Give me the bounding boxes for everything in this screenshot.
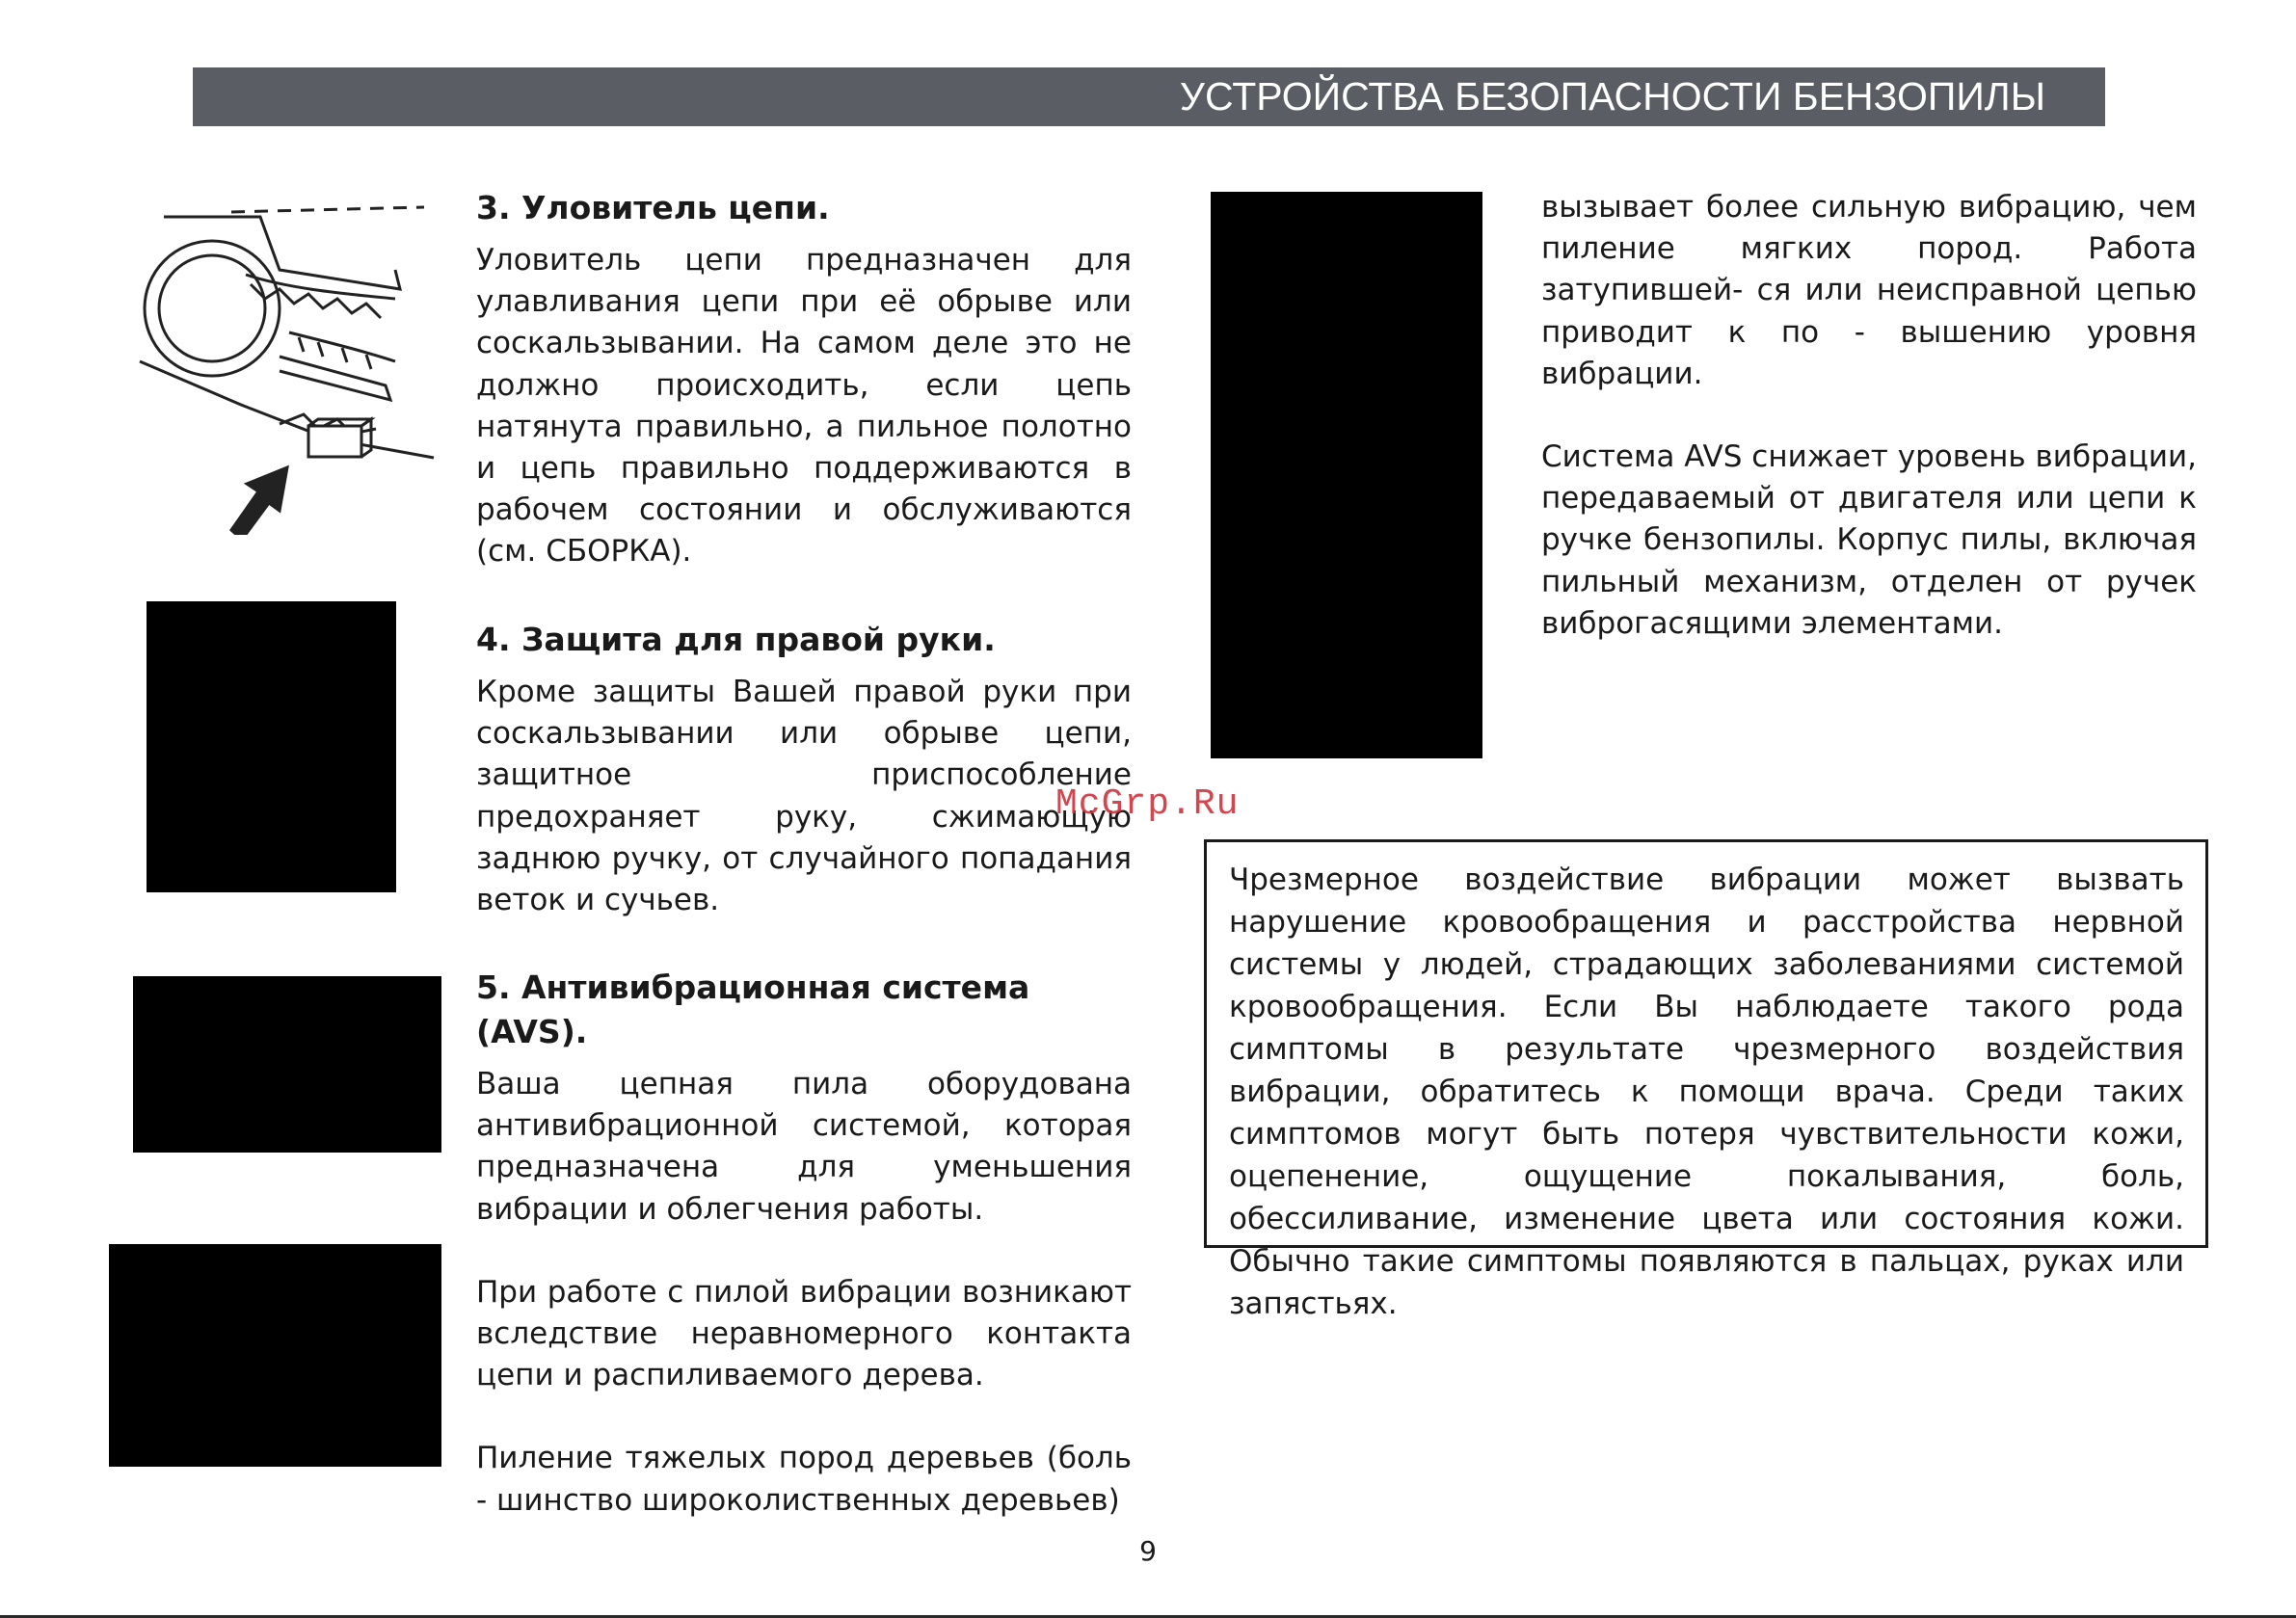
section-chain-catcher [476, 186, 1132, 573]
section-right-hand-guard [476, 618, 1132, 921]
vibration-warning-text: Чрезмерное воздействие вибрации может вызвать нарушение кровообращения и расстройства нервной системы у людей, страдающих заболеваниями системой кровообращения. Если Вы наблюдаете такого рода симптомы в результате чрезмерного воздействия вибрации, обратитесь к помощи врача. Среди таких симптомов могут быть потеря чувствительности кожи, оцепенение, ощущение покалывания, боль, обессиливание, изменение цвета или состояния кожи. Обычно такие симптомы появляются в пальцах, руках или запястьях. [1229, 862, 2184, 1321]
page-number: 9 [1139, 1535, 1157, 1567]
watermark: McGrp.Ru [1055, 783, 1240, 825]
avs-paragraph-3: Пиление тяжелых пород деревьев (боль - шинство широколиственных деревьев) [476, 1441, 1132, 1518]
right-column-paragraph-2: Система AVS снижает уровень вибрации, передаваемый от двигателя или цепи к ручке бензопилы. Корпус пилы, включая пильный механизм, отделен от ручек виброгасящими элементами. [1541, 439, 2197, 641]
chain-catcher-illustration [135, 198, 443, 535]
section-right-column [1541, 187, 2197, 645]
section-avs [476, 966, 1132, 1522]
avs-heading: 5. Антивибрационная система (AVS). [476, 968, 1030, 1050]
chain-catcher-text: Уловитель цепи предназначен для улавливания цепи при её обрыве или соскальзывании. На самом деле это не должно происходить, если цепь натянута правильно, а пильное полотно и цепь правильно поддерживаются в рабочем состоянии и обслуживаются (см. СБОРКА). [476, 243, 1132, 570]
avs-paragraph-1: Ваша цепная пила оборудована антивибрационной системой, которая предназначена для уменьшения вибрации и облегчения работы. [476, 1067, 1132, 1227]
right-column-paragraph-1: вызывает более сильную вибрацию, чем пиление мягких пород. Работа затупившей- ся или неисправной цепью приводит к по - вышению уровня вибрации. [1541, 190, 2197, 391]
right-hand-guard-text: Кроме защиты Вашей правой руки при соскальзывании или обрыве цепи, защитное приспособление предохраняет руку, сжимающую заднюю ручку, от случайного попадания веток и сучьев. [476, 675, 1132, 918]
header-bar [193, 67, 2105, 126]
redacted-image-avs-2 [109, 1244, 441, 1467]
chain-catcher-heading: 3. Уловитель цепи. [476, 189, 830, 226]
page-title: УСТРОЙСТВА БЕЗОПАСНОСТИ БЕНЗОПИЛЫ [1179, 74, 2045, 119]
redacted-image-avs-1 [133, 976, 441, 1153]
avs-paragraph-2: При работе с пилой вибрации возникают вследствие неравномерного контакта цепи и распиливаемого дерева. [476, 1274, 1132, 1393]
vibration-warning-box [1204, 839, 2208, 1321]
redacted-image-hand-guard [147, 601, 396, 892]
right-hand-guard-heading: 4. Защита для правой руки. [476, 621, 996, 658]
redacted-image-right-column [1211, 192, 1482, 758]
